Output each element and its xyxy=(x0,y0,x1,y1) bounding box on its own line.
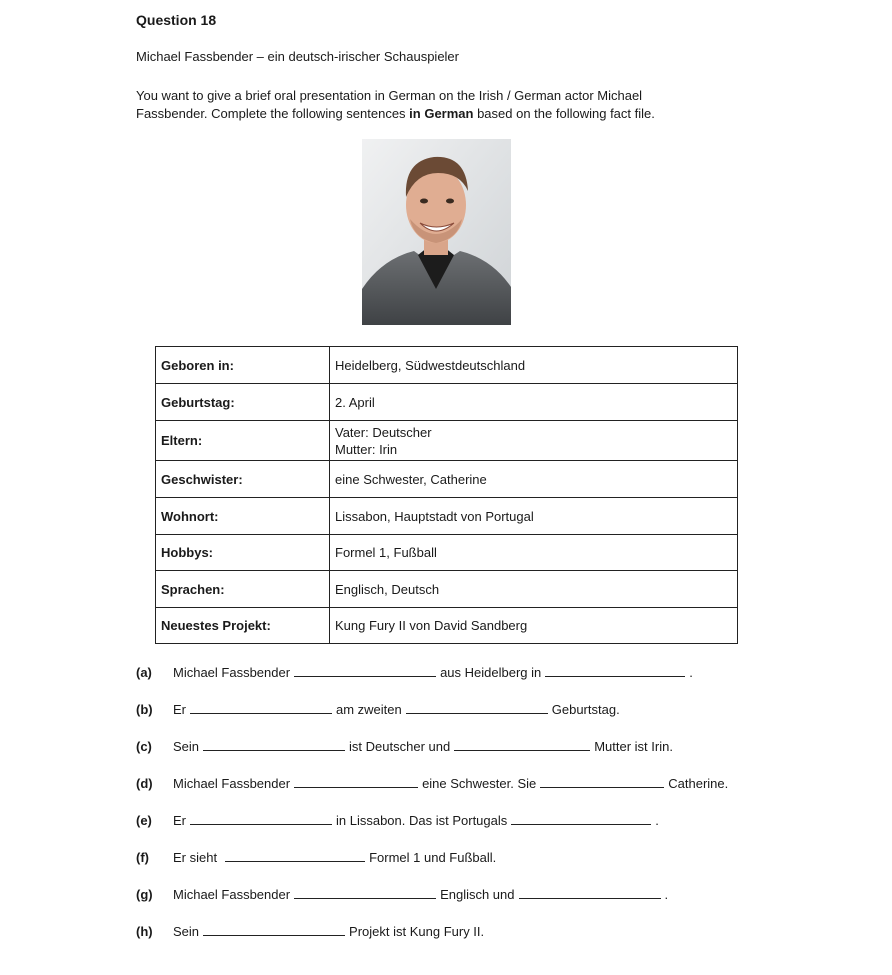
fact-value: Kung Fury II von David Sandberg xyxy=(330,608,738,644)
answer-blank[interactable] xyxy=(203,738,345,751)
exercise-text: Projekt ist Kung Fury II. xyxy=(349,924,485,939)
answer-blank[interactable] xyxy=(294,775,418,788)
fact-value xyxy=(330,421,738,461)
table-row xyxy=(156,384,738,421)
exercise-text: . xyxy=(664,887,669,902)
exercise-text: eine Schwester. Sie xyxy=(422,776,537,791)
exercise-text: Englisch und xyxy=(440,887,515,902)
exercise-text: Michael Fassbender xyxy=(173,665,291,680)
exercise-text: Sein xyxy=(173,924,200,939)
exercise-text: Er xyxy=(173,813,186,828)
answer-blank[interactable] xyxy=(540,775,664,788)
exercise-text: Catherine. xyxy=(668,776,729,791)
exercise-b xyxy=(136,701,620,717)
answer-blank[interactable] xyxy=(294,886,436,899)
exercise-a xyxy=(136,664,693,680)
answer-blank[interactable] xyxy=(190,701,332,714)
instructions-line-2b: based on the following fact file. xyxy=(473,106,655,121)
exercise-label: (h) xyxy=(136,924,153,939)
instructions-emphasis: in German xyxy=(409,106,474,121)
fact-value: Heidelberg, Südwestdeutschland xyxy=(330,347,738,384)
table-row xyxy=(156,535,738,571)
table-row xyxy=(156,498,738,535)
answer-blank[interactable] xyxy=(190,812,332,825)
fact-key: Hobbys: xyxy=(156,535,330,571)
table-row xyxy=(156,571,738,608)
table-row xyxy=(156,421,738,461)
fact-key: Geschwister: xyxy=(156,461,330,498)
exercise-text: Er sieht xyxy=(173,850,218,865)
exercise-label: (f) xyxy=(136,850,149,865)
table-row xyxy=(156,608,738,644)
exercise-label: (e) xyxy=(136,813,152,828)
exercise-label: (g) xyxy=(136,887,153,902)
answer-blank[interactable] xyxy=(454,738,590,751)
answer-blank[interactable] xyxy=(406,701,548,714)
exercise-text: Er xyxy=(173,702,186,717)
exercise-text: in Lissabon. Das ist Portugals xyxy=(336,813,508,828)
fact-value: Lissabon, Hauptstadt von Portugal xyxy=(330,498,738,535)
exercise-text: Mutter ist Irin. xyxy=(594,739,673,754)
exercise-text: aus Heidelberg in xyxy=(440,665,542,680)
exercise-text: . xyxy=(655,813,659,828)
fact-key: Geboren in: xyxy=(156,347,330,384)
answer-blank[interactable] xyxy=(511,812,651,825)
exercise-text: Sein xyxy=(173,739,200,754)
fact-file-table xyxy=(155,346,738,644)
instructions-line-1: You want to give a brief oral presentation in German on the Irish / German actor Michael xyxy=(136,88,643,103)
fact-value: eine Schwester, Catherine xyxy=(330,461,738,498)
fact-key: Neuestes Projekt: xyxy=(156,608,330,644)
fact-key: Geburtstag: xyxy=(156,384,330,421)
fact-value: 2. April xyxy=(330,384,738,421)
exercise-f xyxy=(136,849,496,865)
exercise-g xyxy=(136,886,668,902)
table-row xyxy=(156,347,738,384)
table-row xyxy=(156,461,738,498)
fact-key: Wohnort: xyxy=(156,498,330,535)
answer-blank[interactable] xyxy=(519,886,661,899)
answer-blank[interactable] xyxy=(225,849,365,862)
answer-blank[interactable] xyxy=(294,664,436,677)
exercise-label: (a) xyxy=(136,665,152,680)
subtitle: Michael Fassbender – ein deutsch-irischer Schauspieler xyxy=(136,49,459,64)
exercise-text: ist Deutscher und xyxy=(349,739,451,754)
exercise-c xyxy=(136,738,673,754)
fact-value: Englisch, Deutsch xyxy=(330,571,738,608)
question-title: Question 18 xyxy=(136,12,217,28)
fact-value-line: Vater: Deutscher xyxy=(335,424,432,440)
exercise-e xyxy=(136,812,659,828)
exercise-text: Michael Fassbender xyxy=(173,887,291,902)
exercise-text: . xyxy=(689,665,693,680)
exercise-label: (d) xyxy=(136,776,153,791)
fact-value-line: Mutter: Irin xyxy=(335,441,398,457)
exercise-h xyxy=(136,923,484,939)
exercise-text: Geburtstag. xyxy=(551,702,620,717)
fact-key: Sprachen: xyxy=(156,571,330,608)
instructions xyxy=(136,87,655,123)
answer-blank[interactable] xyxy=(203,923,345,936)
exercise-label: (b) xyxy=(136,702,153,717)
exercise-text: Michael Fassbender xyxy=(173,776,291,791)
actor-portrait-photo xyxy=(362,139,511,325)
exercise-text: am zweiten xyxy=(336,702,402,717)
instructions-line-2a: Fassbender. Complete the following sentences xyxy=(136,106,410,121)
answer-blank[interactable] xyxy=(545,664,685,677)
fact-value: Formel 1, Fußball xyxy=(330,535,738,571)
fact-key: Eltern: xyxy=(156,421,330,461)
exercise-d xyxy=(136,775,728,791)
exercise-text: Formel 1 und Fußball. xyxy=(369,850,497,865)
exercise-label: (c) xyxy=(136,739,152,754)
